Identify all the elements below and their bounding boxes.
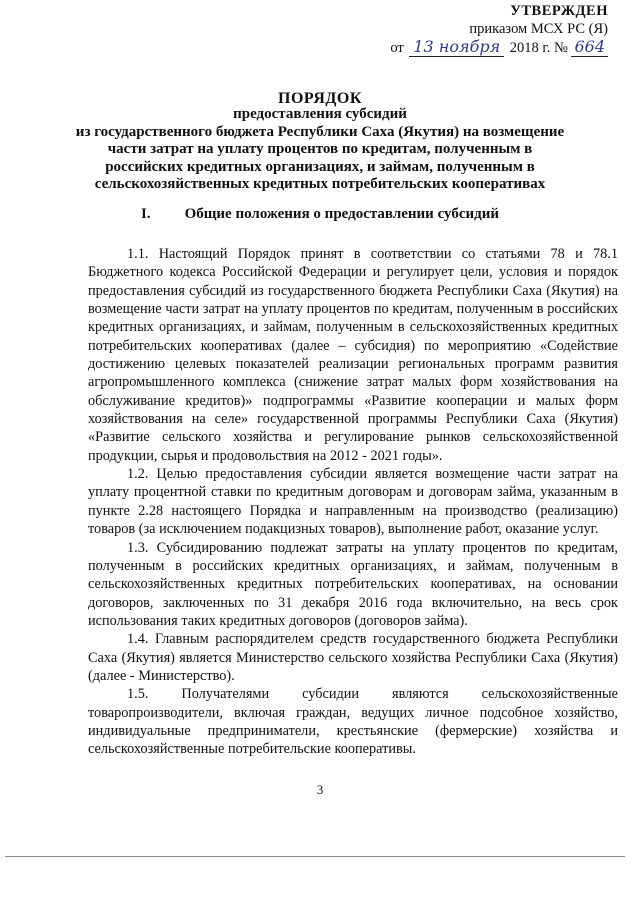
subtitle-line: из государственного бюджета Республики Саха (Якутия) на возмещение bbox=[75, 123, 565, 140]
page-number: 3 bbox=[316, 782, 324, 797]
scan-edge-line bbox=[5, 856, 625, 857]
document-subtitle bbox=[0, 106, 640, 194]
approval-date-line bbox=[390, 38, 608, 57]
paragraph-1-2: 1.2. Целью предоставления субсидии является возмещение части затрат на уплату процентной ставки по кредитным договорам и договорам займа, указанным в пункте 2.28 настоящего Порядка и направленным на производство (реализацию) товаров (за исключением подакцизных товаров), выполнение работ, оказание услуг. bbox=[88, 466, 618, 538]
approval-date-handwritten: 13 ноября bbox=[409, 38, 504, 57]
paragraph-1-1: 1.1. Настоящий Порядок принят в соответствии со статьями 78 и 78.1 Бюджетного кодекса Российской Федерации и регулирует цели, условия и порядок предоставления субсидий из государственного бюджета Республики Саха (Якутия) на возмещение части затрат на уплату процентов по кредитам, полученным в российских кредитных организациях, и займам, полученным в сельскохозяйственных кредитных потребительских кооперативах (далее – субсидия) по мероприятию «Содействие достижению целевых показателей реализации региональных программ развития агропромышленного комплекса (снижение затрат малых форм хозяйствования на обслуживание кредитов)» подпрограммы «Развитие кооперации и малых форм хозяйствования на селе» государственной программы Республики Саха (Якутия) «Развитие сельского хозяйства и регулирование рынков сельскохозяйственной продукции, сырья и продовольствия на 2012 - 2021 годы». bbox=[88, 246, 618, 464]
section-title: Общие положения о предоставлении субсидий bbox=[184, 206, 500, 222]
paragraph-1-4: 1.4. Главным распорядителем средств государственного бюджета Республики Саха (Якутия) является Министерство сельского хозяйства Республики Саха (Якутия) (далее - Министерство). bbox=[88, 631, 618, 684]
subtitle-line: сельскохозяйственных кредитных потребительских кооперативах bbox=[94, 176, 546, 193]
subtitle-line: части затрат на уплату процентов по кредитам, полученным в bbox=[107, 141, 533, 158]
approval-title: УТВЕРЖДЕН bbox=[510, 3, 608, 19]
approval-date-suffix: 2018 г. № bbox=[509, 40, 568, 56]
section-heading bbox=[0, 206, 640, 223]
document-body bbox=[88, 245, 618, 759]
approval-number-handwritten: 664 bbox=[571, 38, 608, 57]
subtitle-line: российских кредитных организациях, и займам, полученным в bbox=[105, 158, 535, 175]
approval-stamp bbox=[390, 2, 608, 57]
subtitle-line: предоставления субсидий bbox=[233, 106, 407, 122]
paragraph-1-3: 1.3. Субсидированию подлежат затраты на уплату процентов по кредитам, полученным в российских кредитных организациях, и займам, полученным в сельскохозяйственных кредитных потребительских кооперативах, на основании договоров, заключенных по 31 декабря 2016 года включительно, на весь срок использования таких кредитных договоров (договоров займа). bbox=[88, 539, 618, 629]
paragraph-1-5: 1.5. Получателями субсидии являются сельскохозяйственные товаропроизводители, включая граждан, ведущих личное подсобное хозяйство, индивидуальные предприниматели, крестьянские (фермерские) хозяйства и сельскохозяйственные потребительские кооперативы. bbox=[88, 686, 618, 758]
approval-order-line: приказом МСХ РС (Я) bbox=[469, 21, 608, 37]
document-title: ПОРЯДОК bbox=[278, 90, 362, 107]
approval-date-prefix: от bbox=[390, 40, 404, 56]
section-number: I. bbox=[140, 206, 151, 222]
